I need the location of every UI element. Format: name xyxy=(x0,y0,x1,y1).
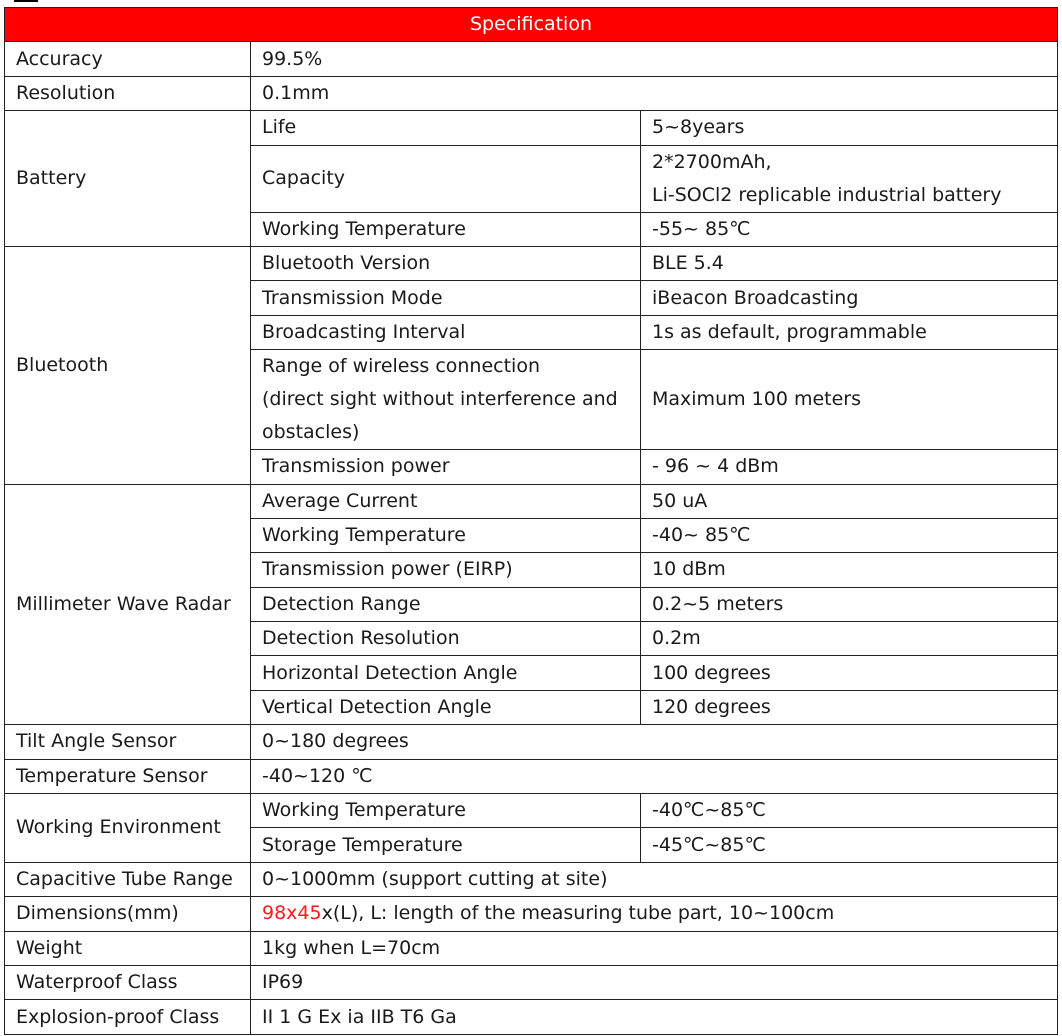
sub-value-bt-mode: iBeacon Broadcasting xyxy=(641,281,1058,315)
table-row xyxy=(5,725,1058,759)
table-row xyxy=(5,965,1058,999)
sub-label-bt-version: Bluetooth Version xyxy=(251,246,641,280)
sub-label-radar-h-angle: Horizontal Detection Angle xyxy=(251,656,641,690)
table-row xyxy=(5,246,1058,280)
sub-value-radar-h-angle: 100 degrees xyxy=(641,656,1058,690)
sub-label-radar-temp: Working Temperature xyxy=(251,518,641,552)
table-row xyxy=(5,111,1058,145)
range-label-line-2: (direct sight without interference and xyxy=(262,388,618,411)
sub-label-bt-mode: Transmission Mode xyxy=(251,281,641,315)
row-value-accuracy: 99.5% xyxy=(251,42,1058,76)
sub-label-env-storage: Storage Temperature xyxy=(251,828,641,862)
table-row xyxy=(5,862,1058,896)
sub-value-battery-capacity xyxy=(641,145,1058,212)
row-value-explosion: II 1 G Ex ia IIB T6 Ga xyxy=(251,1000,1058,1034)
sub-value-bt-version: BLE 5.4 xyxy=(641,246,1058,280)
sub-label-battery-life: Life xyxy=(251,111,641,145)
row-label-temp-sensor: Temperature Sensor xyxy=(5,759,251,793)
table-header: Specification xyxy=(5,8,1058,42)
table-row xyxy=(5,931,1058,965)
dimensions-rest: x(L), L: length of the measuring tube part, 10~100cm xyxy=(321,902,835,925)
dimensions-highlight: 98x45 xyxy=(262,902,322,925)
sub-value-radar-resolution: 0.2m xyxy=(641,622,1058,656)
sub-label-battery-capacity: Capacity xyxy=(251,145,641,212)
row-label-resolution: Resolution xyxy=(5,76,251,110)
capacity-line-1: 2*2700mAh, xyxy=(652,150,772,173)
sub-label-radar-power: Transmission power (EIRP) xyxy=(251,553,641,587)
group-label-bluetooth: Bluetooth xyxy=(5,246,251,484)
table-row xyxy=(5,42,1058,76)
row-value-dimensions xyxy=(251,897,1058,931)
row-label-tilt: Tilt Angle Sensor xyxy=(5,725,251,759)
sub-label-bt-power: Transmission power xyxy=(251,450,641,484)
sub-value-radar-v-angle: 120 degrees xyxy=(641,690,1058,724)
table-row xyxy=(5,484,1058,518)
sub-value-radar-range: 0.2~5 meters xyxy=(641,587,1058,621)
row-value-weight: 1kg when L=70cm xyxy=(251,931,1058,965)
sub-value-bt-interval: 1s as default, programmable xyxy=(641,315,1058,349)
sub-label-bt-range xyxy=(251,350,641,450)
sub-label-bt-interval: Broadcasting Interval xyxy=(251,315,641,349)
specification-table xyxy=(4,7,1058,1035)
sub-value-radar-current: 50 uA xyxy=(641,484,1058,518)
sub-label-radar-range: Detection Range xyxy=(251,587,641,621)
row-value-resolution: 0.1mm xyxy=(251,76,1058,110)
row-label-accuracy: Accuracy xyxy=(5,42,251,76)
table-row xyxy=(5,794,1058,828)
table-row xyxy=(5,76,1058,110)
sub-label-battery-temp: Working Temperature xyxy=(251,212,641,246)
sub-value-radar-power: 10 dBm xyxy=(641,553,1058,587)
row-label-weight: Weight xyxy=(5,931,251,965)
row-label-dimensions: Dimensions(mm) xyxy=(5,897,251,931)
sub-label-radar-current: Average Current xyxy=(251,484,641,518)
row-value-waterproof: IP69 xyxy=(251,965,1058,999)
sub-label-radar-resolution: Detection Resolution xyxy=(251,622,641,656)
sub-value-radar-temp: -40~ 85℃ xyxy=(641,518,1058,552)
sub-value-bt-range: Maximum 100 meters xyxy=(641,350,1058,450)
sub-value-battery-life: 5~8years xyxy=(641,111,1058,145)
sub-value-env-storage: -45℃~85℃ xyxy=(641,828,1058,862)
sub-label-env-working: Working Temperature xyxy=(251,794,641,828)
sub-label-radar-v-angle: Vertical Detection Angle xyxy=(251,690,641,724)
top-edge xyxy=(0,0,1062,7)
table-row xyxy=(5,1000,1058,1034)
row-value-tube-range: 0~1000mm (support cutting at site) xyxy=(251,862,1058,896)
range-label-line-1: Range of wireless connection xyxy=(262,355,541,378)
sub-value-bt-power: - 96 ~ 4 dBm xyxy=(641,450,1058,484)
group-label-environment: Working Environment xyxy=(5,794,251,863)
table-row xyxy=(5,759,1058,793)
row-value-tilt: 0~180 degrees xyxy=(251,725,1058,759)
table-row xyxy=(5,897,1058,931)
cropped-text-fragment xyxy=(14,0,38,2)
group-label-battery: Battery xyxy=(5,111,251,247)
group-label-radar: Millimeter Wave Radar xyxy=(5,484,251,725)
row-value-temp-sensor: -40~120 ℃ xyxy=(251,759,1058,793)
row-label-explosion: Explosion-proof Class xyxy=(5,1000,251,1034)
range-label-line-3: obstacles) xyxy=(262,421,360,444)
row-label-tube-range: Capacitive Tube Range xyxy=(5,862,251,896)
capacity-line-2: Li-SOCl2 replicable industrial battery xyxy=(652,183,1002,206)
sub-value-battery-temp: -55~ 85℃ xyxy=(641,212,1058,246)
row-label-waterproof: Waterproof Class xyxy=(5,965,251,999)
sub-value-env-working: -40℃~85℃ xyxy=(641,794,1058,828)
